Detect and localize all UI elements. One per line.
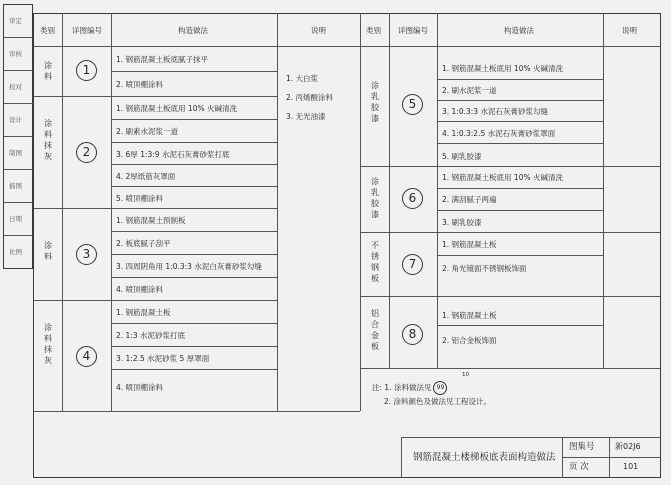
- construction-step: 1. 钢筋混凝土板底用 10% 火碱清洗: [442, 173, 563, 182]
- construction-step: 3. 6厚 1:3:9 水泥石灰膏砂浆打底: [116, 150, 230, 159]
- detail-number-circle: 3: [76, 244, 97, 265]
- construction-step: 1. 钢筋混凝土板底腻子抹平: [116, 55, 209, 64]
- construction-step: 2. 板底腻子刮平: [116, 239, 171, 248]
- header-notes: 说明: [311, 26, 326, 35]
- construction-step: 1. 钢筋混凝土板: [442, 311, 497, 320]
- construction-step: 3. 刷乳胶漆: [442, 218, 482, 227]
- construction-step: 1. 钢筋混凝土板: [442, 240, 497, 249]
- detail-number-circle: 4: [76, 346, 97, 367]
- construction-step: 4. 2厚纸筋灰罩面: [116, 172, 176, 181]
- header-notes: 说明: [622, 26, 637, 35]
- header-construction: 构造做法: [178, 26, 208, 35]
- page-value: 101: [623, 462, 639, 471]
- construction-step: 1. 钢筋混凝土预制板: [116, 216, 186, 225]
- side-strip-label: 描图: [9, 182, 22, 190]
- note-item: 1. 大白浆: [286, 74, 319, 83]
- side-strip-label: 比例: [9, 248, 22, 256]
- page-label: 页 次: [569, 462, 589, 472]
- construction-step: 3. 四周阴角用 1:0.3:3 水泥白灰膏砂浆勾缝: [116, 262, 262, 271]
- construction-step: 1. 钢筋混凝土板底用 10% 火碱清洗: [116, 104, 237, 113]
- construction-step: 2. 1:3 水泥砂浆打底: [116, 331, 185, 340]
- header-detail-no: 详图编号: [72, 26, 102, 35]
- construction-step: 2. 满刮腻子两遍: [442, 195, 497, 204]
- drawing-title: 钢筋混凝土楼梯板底表面构造做法: [413, 452, 556, 463]
- construction-step: 3. 1:2.5 水泥砂浆 5 厚罩面: [116, 354, 210, 363]
- construction-step: 3. 1:0.3:3 水泥石灰膏砂浆勾缝: [442, 107, 548, 116]
- construction-step: 2. 角光镜面不锈钢板饰面: [442, 264, 527, 273]
- category-label: 不 锈 钢 板: [371, 241, 379, 283]
- side-strip-label: 设计: [9, 116, 22, 124]
- detail-number-circle: 6: [402, 188, 423, 209]
- construction-step: 1. 钢筋混凝土板: [116, 308, 171, 317]
- construction-step: 2. 铝合金板饰面: [442, 336, 497, 345]
- atlas-value: 新02J6: [615, 442, 641, 451]
- construction-step: 4. 1:0.3:2.5 水泥石灰膏砂浆罩面: [442, 129, 556, 138]
- header-detail-no: 详图编号: [398, 26, 428, 35]
- footnote-2: 2. 涂料颜色及做法见工程设计。: [384, 397, 492, 406]
- detail-number-circle: 2: [76, 142, 97, 163]
- construction-step: 5. 刷乳胶漆: [442, 152, 482, 161]
- category-label: 涂 料: [44, 61, 52, 81]
- header-construction: 构造做法: [504, 26, 534, 35]
- construction-step: 2. 刷水泥浆一道: [442, 86, 497, 95]
- header-category: 类别: [366, 26, 381, 35]
- category-label: 涂 乳 胶 漆: [371, 177, 379, 219]
- construction-step: 2. 喷顶棚涂料: [116, 80, 164, 89]
- footnote-1-ref-top: 10: [462, 372, 469, 378]
- side-strip-label: 制图: [9, 149, 22, 157]
- note-item: 3. 无光油漆: [286, 112, 326, 121]
- category-label: 铝 合 金 板: [371, 309, 379, 351]
- detail-number-circle: 7: [402, 254, 423, 275]
- reference-circle: 99: [433, 381, 447, 395]
- side-strip-label: 审核: [9, 50, 22, 58]
- construction-step: 4. 喷顶棚涂料: [116, 285, 164, 294]
- construction-step: 1. 钢筋混凝土板底用 10% 火碱清洗: [442, 64, 563, 73]
- detail-number-circle: 8: [402, 324, 423, 345]
- detail-number-circle: 1: [76, 60, 97, 81]
- side-strip-label: 日期: [9, 215, 22, 223]
- category-label: 涂 乳 胶 漆: [371, 81, 379, 123]
- detail-number-circle: 5: [402, 94, 423, 115]
- atlas-label: 图集号: [569, 442, 595, 452]
- construction-step: 4. 喷顶棚涂料: [116, 383, 164, 392]
- footnote-1: 注: 1. 涂料做法见 99: [372, 381, 447, 395]
- category-label: 涂 料: [44, 241, 52, 261]
- side-strip-label: 校对: [9, 83, 22, 91]
- header-category: 类别: [40, 26, 55, 35]
- category-label: 涂 料 抹 灰: [44, 119, 52, 161]
- category-label: 涂 料 抹 灰: [44, 323, 52, 365]
- construction-step: 5. 喷顶棚涂料: [116, 194, 164, 203]
- note-item: 2. 丙烯酸涂料: [286, 93, 334, 102]
- side-strip-label: 审定: [9, 17, 22, 25]
- construction-step: 2. 刷素水泥浆一道: [116, 127, 179, 136]
